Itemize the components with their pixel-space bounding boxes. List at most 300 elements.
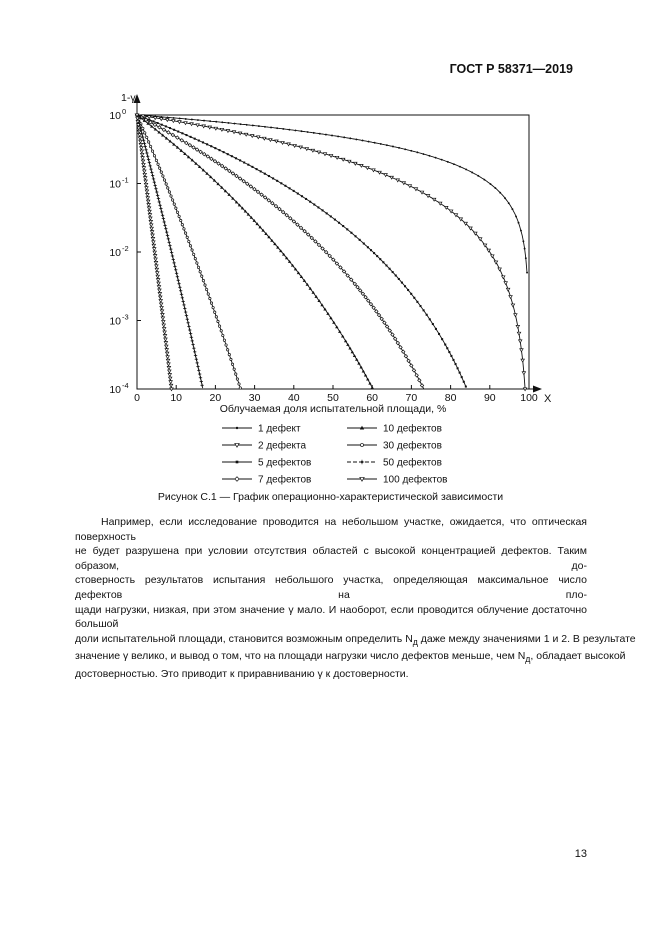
legend-label: 30 дефектов xyxy=(383,440,442,452)
series-marker xyxy=(160,306,163,309)
series-marker xyxy=(270,127,272,129)
series-marker xyxy=(144,132,146,134)
series-marker xyxy=(368,141,370,143)
series-marker xyxy=(186,236,188,238)
series-marker xyxy=(140,150,143,153)
series-marker xyxy=(506,288,509,291)
x-tick-label: 0 xyxy=(134,392,140,404)
series-marker xyxy=(317,206,319,208)
legend-item xyxy=(222,457,311,469)
series-marker xyxy=(141,160,144,163)
series-marker xyxy=(164,342,167,345)
series-marker xyxy=(181,132,183,134)
series-marker xyxy=(225,344,227,346)
series-marker xyxy=(169,381,172,384)
x-tick-label: 70 xyxy=(405,392,418,404)
series-marker xyxy=(408,185,411,188)
series-marker xyxy=(508,202,510,204)
series-marker xyxy=(276,180,278,182)
series-marker xyxy=(146,193,149,196)
series-marker xyxy=(477,175,479,177)
series-marker xyxy=(516,325,519,328)
series-marker xyxy=(246,124,248,126)
series-marker xyxy=(441,338,443,340)
series-marker xyxy=(153,255,156,258)
series-marker xyxy=(202,125,205,128)
series-marker xyxy=(205,288,207,290)
series-marker xyxy=(263,137,266,140)
series-marker xyxy=(342,225,344,227)
series-marker xyxy=(149,217,152,220)
series-marker xyxy=(264,173,266,175)
series-marker xyxy=(526,272,528,274)
series-marker xyxy=(162,128,165,131)
series-marker xyxy=(448,351,450,353)
series-marker xyxy=(343,136,345,138)
series-marker xyxy=(243,162,245,164)
series-marker xyxy=(309,201,311,203)
series-marker xyxy=(382,261,384,263)
y-axis-label: 1-γ xyxy=(121,92,136,104)
series-marker xyxy=(502,276,505,279)
series-marker xyxy=(161,313,164,316)
series-marker xyxy=(323,153,326,156)
series-marker xyxy=(202,141,204,143)
series-marker xyxy=(159,299,162,302)
series-marker xyxy=(337,135,339,137)
series-marker xyxy=(453,163,455,165)
series-line xyxy=(137,115,466,387)
series-marker xyxy=(252,124,254,126)
series-marker xyxy=(158,292,161,295)
series-marker xyxy=(167,116,169,118)
series-marker xyxy=(199,271,201,273)
series-marker xyxy=(322,209,324,211)
series-marker xyxy=(145,187,148,190)
series-marker xyxy=(156,272,159,275)
series-marker xyxy=(226,349,228,351)
series-marker xyxy=(305,148,308,151)
series-marker xyxy=(293,144,296,147)
series-marker xyxy=(423,153,425,155)
series-marker xyxy=(264,126,266,128)
series-marker xyxy=(465,386,467,388)
series-marker xyxy=(275,140,278,143)
series-marker xyxy=(239,387,241,389)
series-marker xyxy=(276,127,278,129)
series-marker xyxy=(152,120,154,122)
series-marker xyxy=(167,366,170,369)
legend-label: 7 дефектов xyxy=(258,474,312,486)
series-marker xyxy=(153,251,156,254)
series-marker xyxy=(157,286,160,289)
series-marker xyxy=(143,170,146,173)
series-marker xyxy=(143,173,146,176)
y-tick-exponent: -4 xyxy=(122,381,129,390)
series-marker xyxy=(196,124,199,127)
x-tick-label: 100 xyxy=(520,392,538,404)
series-marker xyxy=(338,222,340,224)
series-marker xyxy=(188,240,190,242)
y-tick-exponent: -1 xyxy=(122,175,129,185)
series-marker xyxy=(143,177,146,180)
series-marker xyxy=(173,203,175,205)
series-marker xyxy=(221,121,223,123)
series-marker xyxy=(441,159,443,161)
x-axis-letter: X xyxy=(544,393,552,405)
series-marker xyxy=(350,232,352,234)
series-marker xyxy=(446,347,448,349)
paragraph-line: Например, если исследование проводится на небольшом участке, ожидается, что оптическая поверхность xyxy=(75,516,587,543)
series-marker xyxy=(166,119,169,122)
series-marker xyxy=(204,284,206,286)
series-marker xyxy=(260,170,262,172)
series-marker xyxy=(146,136,148,138)
series-marker xyxy=(160,310,163,313)
series-marker xyxy=(457,367,459,369)
series-marker xyxy=(189,245,191,247)
x-tick-label: 60 xyxy=(366,392,379,404)
series-marker xyxy=(239,159,241,161)
series-marker xyxy=(370,249,372,251)
series-marker xyxy=(177,131,179,133)
series-marker xyxy=(150,224,153,227)
series-marker xyxy=(385,264,387,266)
series-marker xyxy=(138,137,141,140)
series-marker xyxy=(348,160,351,163)
series-marker xyxy=(329,154,332,157)
series-marker xyxy=(416,151,418,153)
series-marker xyxy=(173,117,175,119)
series-marker xyxy=(313,132,315,134)
series-marker xyxy=(192,253,194,255)
legend-label: 1 дефект xyxy=(258,423,301,435)
series-marker xyxy=(142,163,145,166)
subscript-d: д xyxy=(412,636,418,647)
body-paragraph xyxy=(75,515,636,682)
series-marker xyxy=(520,230,522,232)
series-marker xyxy=(524,248,526,250)
series-marker xyxy=(398,278,400,280)
series-marker xyxy=(231,155,233,157)
chart-legend xyxy=(222,423,447,486)
legend-label: 2 дефекта xyxy=(258,440,307,452)
series-marker xyxy=(215,121,217,123)
series-marker xyxy=(231,363,233,365)
series-marker xyxy=(176,211,178,213)
x-tick-label: 80 xyxy=(444,392,457,404)
series-marker xyxy=(218,325,220,327)
series-marker xyxy=(234,123,236,125)
series-marker xyxy=(197,266,199,268)
series-marker xyxy=(161,124,163,126)
series-marker xyxy=(366,167,369,170)
series-marker xyxy=(138,134,141,137)
series-marker xyxy=(494,187,496,189)
series-marker xyxy=(165,345,168,348)
series-marker xyxy=(374,142,376,144)
series-marker xyxy=(522,240,524,242)
series-marker xyxy=(226,130,229,133)
series-marker xyxy=(236,378,238,380)
series-marker xyxy=(184,122,187,125)
series-marker xyxy=(233,368,235,370)
series-marker xyxy=(191,249,193,251)
series-marker xyxy=(258,125,260,127)
series-marker xyxy=(208,126,211,129)
series-marker xyxy=(201,275,203,277)
series-marker xyxy=(371,386,374,389)
series-marker xyxy=(317,151,320,154)
series-marker xyxy=(378,171,381,174)
figure-caption: Рисунок С.1 — График операционно-характеристической зависимости xyxy=(157,491,504,503)
series-marker xyxy=(235,373,237,375)
x-tick-label: 30 xyxy=(248,392,261,404)
series-marker xyxy=(282,128,284,130)
series-marker xyxy=(390,176,393,179)
series-marker xyxy=(349,137,351,139)
series-marker xyxy=(142,167,145,170)
series-marker xyxy=(269,139,272,142)
series-marker xyxy=(420,191,423,194)
series-marker xyxy=(518,222,520,224)
series-marker xyxy=(156,279,159,282)
series-marker xyxy=(153,117,156,120)
series-marker xyxy=(158,167,160,169)
series-marker xyxy=(359,239,361,241)
series-marker xyxy=(215,316,217,318)
series-marker xyxy=(498,268,501,271)
series-marker xyxy=(163,179,165,181)
series-marker xyxy=(517,332,520,335)
series-marker xyxy=(165,125,167,127)
series-marker xyxy=(214,311,216,313)
series-marker xyxy=(305,198,307,200)
series-marker xyxy=(144,183,147,186)
series-marker xyxy=(289,187,291,189)
series-marker xyxy=(218,149,220,151)
series-marker xyxy=(459,166,461,168)
series-marker xyxy=(525,257,527,259)
series-marker xyxy=(166,359,169,362)
series-marker xyxy=(420,384,423,387)
series-marker xyxy=(523,388,526,391)
series-marker xyxy=(504,282,507,285)
legend-label: 100 дефектов xyxy=(383,474,448,486)
series-marker xyxy=(410,293,412,295)
series-marker xyxy=(471,172,473,174)
series-marker xyxy=(191,119,193,121)
series-marker xyxy=(395,274,397,276)
series-marker xyxy=(418,379,421,382)
series-marker xyxy=(401,282,403,284)
series-marker xyxy=(151,150,153,152)
series-marker xyxy=(435,328,437,330)
series-marker xyxy=(398,147,400,149)
x-tick-label: 90 xyxy=(483,392,496,404)
series-marker xyxy=(196,262,198,264)
series-marker xyxy=(423,309,425,311)
series-marker xyxy=(319,133,321,135)
chart-series xyxy=(135,113,528,390)
series-marker xyxy=(145,190,148,193)
series-marker xyxy=(355,138,357,140)
series-marker xyxy=(360,164,363,167)
series-marker xyxy=(354,162,357,165)
series-marker xyxy=(168,377,171,380)
y-tick-label: 10 xyxy=(109,178,121,191)
series-marker xyxy=(331,135,333,137)
paragraph-line xyxy=(75,632,636,650)
series-marker xyxy=(167,363,170,366)
series-marker xyxy=(157,122,159,124)
series-marker xyxy=(178,215,180,217)
series-marker xyxy=(223,151,225,153)
series-marker xyxy=(386,144,388,146)
series-marker xyxy=(404,285,406,287)
series-marker xyxy=(169,384,172,387)
paragraph-fragment: значение γ велико, и вывод о том, что на площади нагрузки число дефектов меньше, чем N xyxy=(75,650,526,663)
series-marker xyxy=(157,282,160,285)
series-marker xyxy=(153,248,156,251)
series-marker xyxy=(295,129,297,131)
series-marker xyxy=(235,157,237,159)
series-marker xyxy=(214,147,216,149)
x-axis-label: Облучаемая доля испытательной площади, % xyxy=(219,403,447,415)
series-marker xyxy=(368,382,371,385)
series-marker xyxy=(240,123,242,125)
series-marker xyxy=(367,246,369,248)
series-marker xyxy=(363,243,365,245)
paragraph-line: щади нагрузки, низкая, при этом значение γ мало. И наоборот, если проводится облучение достаточно большой xyxy=(75,603,587,631)
series-marker xyxy=(210,302,212,304)
series-marker xyxy=(160,118,163,121)
paragraph-line: достоверностью. Это приводит к приравниванию γ к достоверности. xyxy=(75,668,409,681)
series-marker xyxy=(194,138,196,140)
series-marker xyxy=(162,327,165,330)
series-marker xyxy=(287,143,290,146)
series-marker xyxy=(238,383,240,385)
series-marker xyxy=(164,338,167,341)
series-marker xyxy=(144,180,147,183)
series-marker xyxy=(301,195,303,197)
series-marker xyxy=(161,317,164,320)
series-5 xyxy=(136,114,467,388)
series-marker xyxy=(151,237,154,240)
series-marker xyxy=(236,427,238,429)
series-marker xyxy=(499,192,501,194)
series-marker xyxy=(179,117,181,119)
series-marker xyxy=(520,349,523,352)
series-marker xyxy=(414,188,417,191)
y-tick-label: 10 xyxy=(109,384,121,396)
series-marker xyxy=(165,183,167,185)
series-marker xyxy=(162,320,165,323)
series-marker xyxy=(168,373,171,376)
series-marker xyxy=(165,349,168,352)
series-marker xyxy=(203,120,205,122)
series-marker xyxy=(148,210,151,213)
series-marker xyxy=(435,157,437,159)
series-marker xyxy=(447,161,449,163)
series-marker xyxy=(504,197,506,199)
series-marker xyxy=(362,140,364,142)
series-marker xyxy=(150,227,153,230)
series-marker xyxy=(257,136,260,139)
series-marker xyxy=(228,353,230,355)
series-marker xyxy=(168,191,170,193)
series-marker xyxy=(197,119,199,121)
series-marker xyxy=(346,228,348,230)
series-marker xyxy=(426,314,428,316)
series-marker xyxy=(147,141,149,143)
y-tick-exponent: -3 xyxy=(122,312,129,322)
series-marker xyxy=(165,352,168,355)
series-marker xyxy=(156,275,159,278)
series-marker xyxy=(330,215,332,217)
series-marker xyxy=(160,171,162,173)
series-marker xyxy=(207,293,209,295)
series-marker xyxy=(183,228,185,230)
series-marker xyxy=(147,203,150,206)
series-marker xyxy=(232,131,235,134)
series-marker xyxy=(151,234,154,237)
series-marker xyxy=(412,369,415,372)
series-marker xyxy=(490,183,492,185)
series-marker xyxy=(335,156,338,159)
series-marker xyxy=(392,271,394,273)
y-tick-label: 10 xyxy=(109,110,121,122)
series-marker xyxy=(465,168,467,170)
series-marker xyxy=(384,174,387,177)
legend-item xyxy=(222,474,311,486)
series-marker xyxy=(251,166,253,168)
series-marker xyxy=(172,120,175,123)
series-marker xyxy=(402,182,405,185)
series-marker xyxy=(152,241,155,244)
series-marker xyxy=(301,130,303,132)
series-marker xyxy=(256,168,258,170)
legend-item xyxy=(222,440,306,452)
series-marker xyxy=(168,370,171,373)
series-marker xyxy=(230,358,232,360)
series-marker xyxy=(153,123,156,126)
x-tick-label: 40 xyxy=(287,392,300,404)
series-marker xyxy=(167,187,169,189)
series-marker xyxy=(147,207,150,210)
series-50 xyxy=(135,113,204,388)
y-tick-label: 10 xyxy=(109,247,121,259)
series-marker xyxy=(407,289,409,291)
series-7 xyxy=(135,113,424,389)
series-marker xyxy=(326,212,328,214)
series-marker xyxy=(416,301,418,303)
series-marker xyxy=(509,296,512,299)
legend-item xyxy=(222,423,301,435)
series-marker xyxy=(404,148,406,150)
series-marker xyxy=(149,145,151,147)
series-marker xyxy=(163,331,166,334)
series-marker xyxy=(373,252,375,254)
series-marker xyxy=(515,216,517,218)
chart-ticks xyxy=(109,107,538,404)
series-marker xyxy=(281,141,284,144)
paragraph-fragment: , обладает высокой xyxy=(530,650,626,663)
series-marker xyxy=(438,333,440,335)
series-marker xyxy=(173,129,175,131)
legend-item xyxy=(347,423,442,435)
series-marker xyxy=(463,381,465,383)
